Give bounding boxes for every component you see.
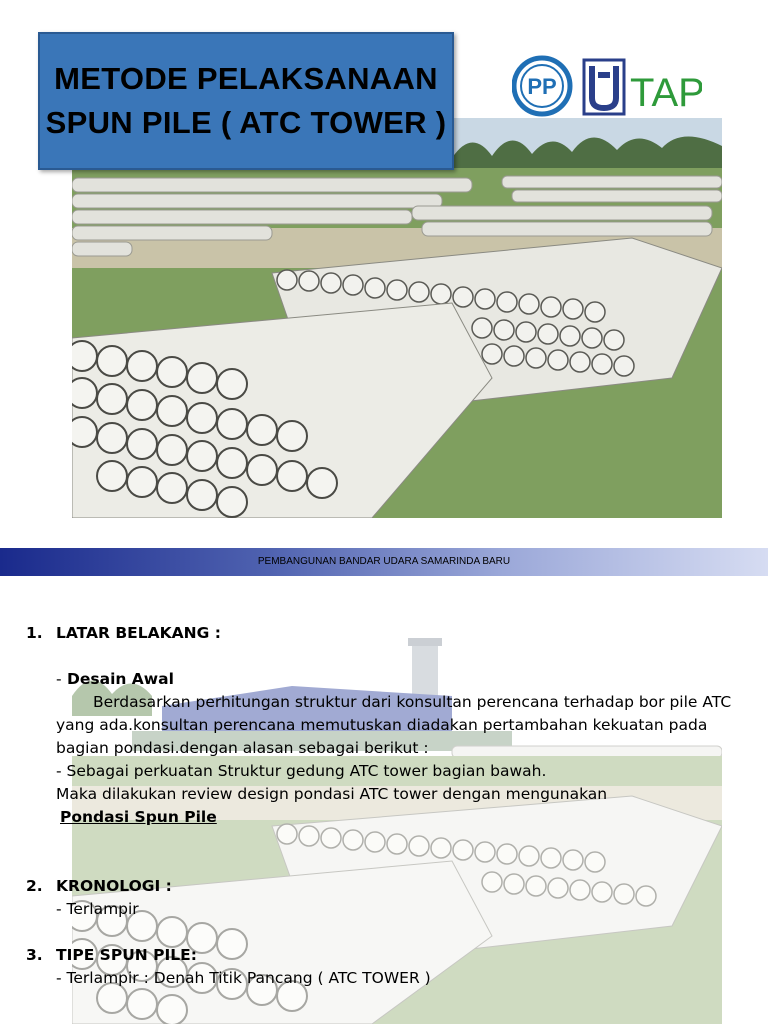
footer-bar — [0, 548, 768, 576]
item-3-number: 3. — [26, 946, 43, 964]
item-3-detail: - Terlampir : Denah Titik Pancang ( ATC TOWER ) — [56, 969, 431, 987]
spun-pile-photo — [72, 118, 722, 518]
title-line-2: SPUN PILE ( ATC TOWER ) — [45, 105, 447, 140]
item-1-sub-dash: - — [56, 670, 62, 688]
item-2-number: 2. — [26, 877, 43, 895]
tap-logo-text: TAP — [630, 71, 702, 115]
item-1-heading: LATAR BELAKANG : — [56, 624, 221, 642]
company-logos — [512, 54, 702, 120]
title-box — [38, 32, 454, 170]
item-1-sub-title: Desain Awal — [67, 670, 174, 688]
paragraph-line-2: yang ada.konsultan perencana memutuskan diadakan pertambahan kekuatan pada — [56, 716, 708, 734]
item-3-heading: TIPE SPUN PILE: — [56, 946, 197, 964]
pp-logo-icon — [514, 58, 570, 114]
pp-logo-text: PP — [527, 74, 557, 99]
footer-text: PEMBANGUNAN BANDAR UDARA SAMARINDA BARU — [257, 556, 511, 567]
item-1-number: 1. — [26, 624, 43, 642]
title-line-1: METODE PELAKSANAAN — [54, 61, 438, 96]
paragraph-line-5: Maka dilakukan review design pondasi ATC tower dengan mengunakan — [56, 785, 608, 803]
tap-logo-icon — [630, 71, 702, 115]
paragraph-line-3: bagian pondasi.dengan alasan sebagai berikut : — [56, 739, 429, 757]
item-2-detail: - Terlampir — [56, 900, 139, 918]
paragraph-line-4: - Sebagai perkuatan Struktur gedung ATC tower bagian bawah. — [56, 762, 547, 780]
emblem-logo-icon — [584, 60, 624, 114]
paragraph-line-1: Berdasarkan perhitungan struktur dari konsultan perencana terhadap bor pile ATC — [93, 693, 732, 711]
slide-2 — [0, 576, 768, 1024]
paragraph-line-6: Pondasi Spun Pile — [60, 808, 217, 826]
slide-2-content — [0, 576, 768, 1024]
item-2-heading: KRONOLOGI : — [56, 877, 172, 895]
